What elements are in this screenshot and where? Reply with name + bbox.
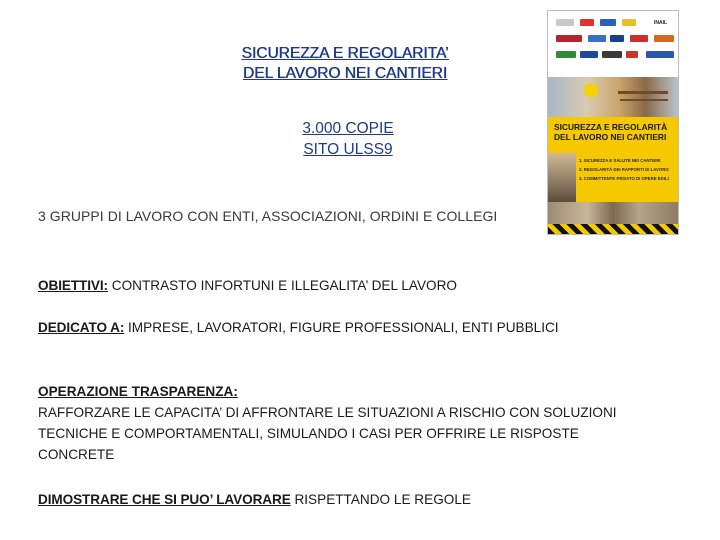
- brochure-topic: 3. COMMITTENTE PRIVATO DI OPERE EDILI: [579, 176, 669, 181]
- partner-logo: [580, 51, 598, 58]
- dedicated-line: [38, 317, 559, 338]
- partner-logo: [622, 19, 636, 26]
- transparency-paragraph: [38, 381, 658, 465]
- objectives-line: [38, 275, 457, 296]
- partner-logo: [556, 51, 576, 58]
- objectives-text: CONTRASTO INFORTUNI E ILLEGALITA’ DEL LAVORO: [108, 278, 457, 293]
- brochure-topic-list: [579, 156, 677, 183]
- partner-logo: [600, 19, 616, 26]
- construction-photo: [548, 77, 678, 117]
- copies-count: 3.000 COPIE: [302, 120, 394, 137]
- site-name: SITO ULSS9: [303, 141, 393, 158]
- partner-logo: [654, 35, 674, 42]
- brochure-topic: 2. REGOLARITÀ DEI RAPPORTI DI LAVORO: [579, 167, 669, 172]
- working-groups-text: 3 GRUPPI DI LAVORO CON ENTI, ASSOCIAZIONI, ORDINI E COLLEGI: [38, 208, 498, 224]
- dedicated-label: DEDICATO A:: [38, 320, 125, 335]
- demonstrate-label: DIMOSTRARE CHE SI PUO’ LAVORARE: [38, 492, 291, 507]
- partner-logo: [580, 19, 594, 26]
- transparency-text: RAFFORZARE LE CAPACITA’ DI AFFRONTARE LE SITUAZIONI A RISCHIO CON SOLUZIONI TECNICHE E COMPORTAMENTALI, SIMULANDO I CASI PER OFFRIRE LE RISPOSTE CONCRETE: [38, 405, 617, 462]
- inail-logo: INAIL: [654, 20, 668, 26]
- hard-hat-icon: [584, 81, 598, 97]
- brochure-title: SICUREZZA E REGOLARITÀ DEL LAVORO NEI CANTIERI: [554, 122, 668, 142]
- transparency-label: OPERAZIONE TRASPARENZA:: [38, 384, 238, 399]
- slide-title: [200, 44, 490, 84]
- title-line-2: DEL LAVORO NEI CANTIERI: [242, 65, 448, 82]
- objectives-label: OBIETTIVI:: [38, 278, 108, 293]
- partner-logos: [550, 13, 676, 75]
- partner-logo: [556, 35, 582, 42]
- partner-logo: [556, 19, 574, 26]
- partner-logo: [626, 51, 638, 58]
- partner-logo: [646, 51, 674, 58]
- partner-logo: [610, 35, 624, 42]
- title-line-1: SICUREZZA E REGOLARITA’: [241, 45, 449, 62]
- partner-logo: [602, 51, 622, 58]
- partner-logo: [630, 35, 648, 42]
- partner-logo: [588, 35, 606, 42]
- dedicated-text: IMPRESE, LAVORATORI, FIGURE PROFESSIONALI, ENTI PUBBLICI: [124, 320, 559, 335]
- demonstrate-text: RISPETTANDO LE REGOLE: [290, 492, 471, 507]
- construction-photo-bottom: [548, 202, 678, 224]
- hazard-stripe: [548, 224, 678, 234]
- demonstrate-line: [38, 489, 471, 510]
- brochure-topic: 1. SICUREZZA E SALUTE NEI CANTIERI: [579, 158, 661, 163]
- slide-subtitle: [200, 118, 496, 160]
- construction-photo-side: [548, 153, 576, 202]
- brochure-cover-image: [547, 10, 679, 235]
